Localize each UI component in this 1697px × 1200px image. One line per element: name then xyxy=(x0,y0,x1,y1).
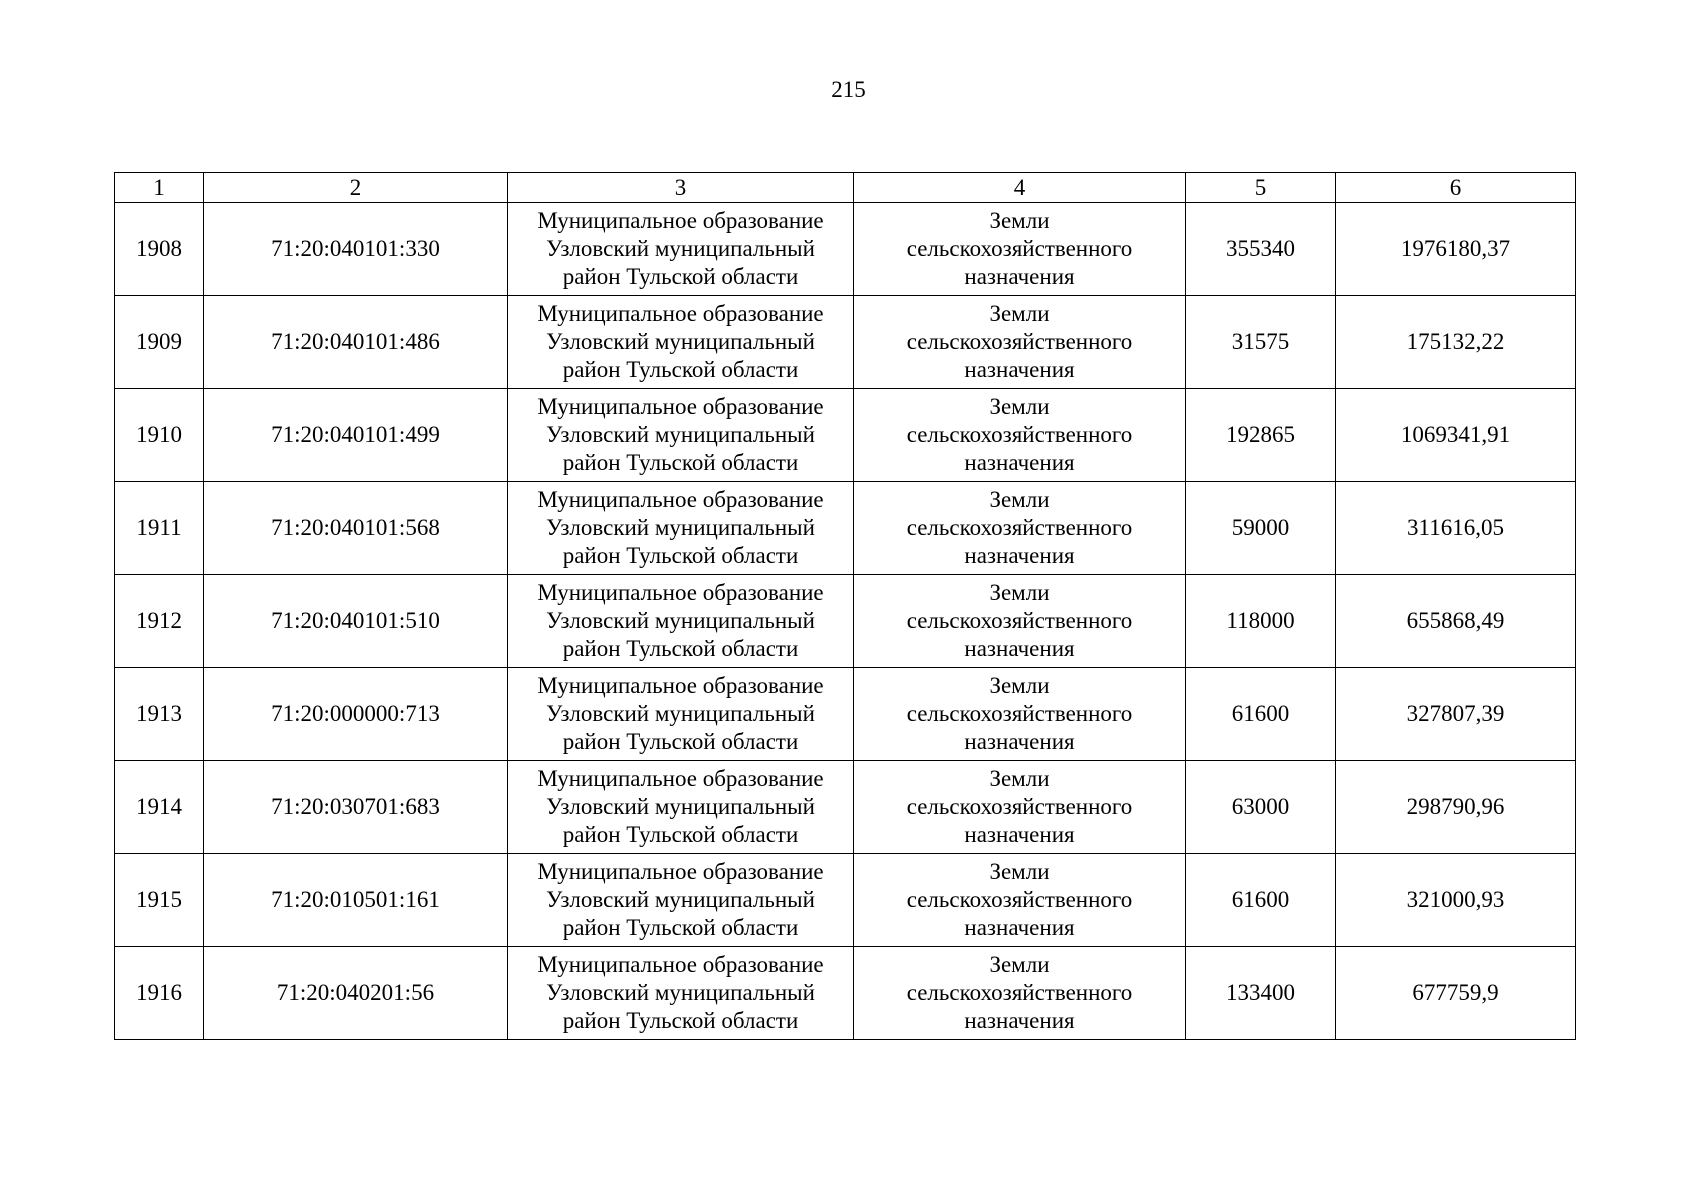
owner-line: район Тульской области xyxy=(562,264,799,289)
area-cell xyxy=(1186,761,1336,854)
cadastral-number: 71:20:010501:161 xyxy=(271,887,440,912)
land-category-line: сельскохозяйственного xyxy=(906,980,1133,1005)
column-header: 5 xyxy=(1186,173,1336,203)
cadastral-value: 327807,39 xyxy=(1406,701,1505,726)
table-row xyxy=(115,389,1576,482)
cadastral-number: 71:20:000000:713 xyxy=(271,701,440,726)
land-category-line: Земли xyxy=(989,859,1050,884)
cadastral-value: 677759,9 xyxy=(1412,980,1499,1005)
owner-line: Муниципальное образование xyxy=(537,487,824,512)
owner-cell xyxy=(508,854,854,947)
column-header: 3 xyxy=(508,173,854,203)
column-number-row xyxy=(115,173,1576,203)
cadastral-number-cell xyxy=(204,203,508,296)
table-body xyxy=(115,173,1576,1040)
owner-cell xyxy=(508,482,854,575)
land-category-line: сельскохозяйственного xyxy=(906,887,1133,912)
owner-cell xyxy=(508,296,854,389)
owner-line: Муниципальное образование xyxy=(537,208,824,233)
row-number: 1910 xyxy=(136,422,182,447)
area-value: 63000 xyxy=(1231,794,1290,819)
land-category-cell xyxy=(854,575,1186,668)
land-category-cell xyxy=(854,854,1186,947)
row-number: 1913 xyxy=(136,701,182,726)
land-category-line: Земли xyxy=(989,394,1050,419)
owner-line: район Тульской области xyxy=(562,543,799,568)
table-row xyxy=(115,854,1576,947)
area-cell xyxy=(1186,668,1336,761)
cadastral-number: 71:20:040101:568 xyxy=(271,515,440,540)
owner-cell xyxy=(508,761,854,854)
cadastral-number-cell xyxy=(204,482,508,575)
land-category-line: Земли xyxy=(989,673,1050,698)
row-number-cell xyxy=(115,761,204,854)
cadastral-number-cell xyxy=(204,854,508,947)
cadastral-value-cell xyxy=(1336,854,1576,947)
table-row xyxy=(115,482,1576,575)
cadastral-number: 71:20:040101:486 xyxy=(271,329,440,354)
cadastral-value: 311616,05 xyxy=(1407,515,1504,540)
cadastral-value: 175132,22 xyxy=(1406,329,1505,354)
owner-line: район Тульской области xyxy=(562,636,799,661)
owner-cell xyxy=(508,668,854,761)
land-category-line: сельскохозяйственного xyxy=(906,422,1133,447)
owner-cell xyxy=(508,389,854,482)
column-header: 4 xyxy=(854,173,1186,203)
land-category-line: назначения xyxy=(964,1008,1075,1033)
land-category-cell xyxy=(854,482,1186,575)
area-cell xyxy=(1186,203,1336,296)
cadastral-number-cell xyxy=(204,575,508,668)
land-category-line: Земли xyxy=(989,301,1050,326)
cadastral-number: 71:20:040201:56 xyxy=(276,980,435,1005)
area-value: 31575 xyxy=(1231,329,1290,354)
owner-line: район Тульской области xyxy=(562,450,799,475)
row-number-cell xyxy=(115,947,204,1040)
land-category-line: сельскохозяйственного xyxy=(906,794,1133,819)
row-number-cell xyxy=(115,389,204,482)
column-header: 2 xyxy=(204,173,508,203)
page-number: 215 xyxy=(831,77,866,102)
land-category-line: Земли xyxy=(989,952,1050,977)
owner-line: Муниципальное образование xyxy=(537,301,824,326)
row-number-cell xyxy=(115,203,204,296)
cadastral-value: 298790,96 xyxy=(1406,794,1505,819)
owner-line: Узловский муниципальный xyxy=(546,701,815,726)
land-category-line: сельскохозяйственного xyxy=(906,515,1133,540)
table-row xyxy=(115,947,1576,1040)
table-row xyxy=(115,668,1576,761)
row-number: 1911 xyxy=(136,515,182,540)
row-number-cell xyxy=(115,854,204,947)
owner-cell xyxy=(508,947,854,1040)
land-category-cell xyxy=(854,203,1186,296)
area-cell xyxy=(1186,575,1336,668)
land-category-line: назначения xyxy=(964,636,1075,661)
area-value: 61600 xyxy=(1231,701,1290,726)
owner-line: Узловский муниципальный xyxy=(546,887,815,912)
row-number: 1915 xyxy=(136,887,182,912)
owner-line: район Тульской области xyxy=(562,1008,799,1033)
owner-line: Узловский муниципальный xyxy=(546,608,815,633)
owner-line: район Тульской области xyxy=(562,822,799,847)
cadastral-number-cell xyxy=(204,389,508,482)
owner-line: Муниципальное образование xyxy=(537,580,824,605)
cadastral-value: 1069341,91 xyxy=(1400,422,1511,447)
land-category-line: Земли xyxy=(989,487,1050,512)
cadastral-value-cell xyxy=(1336,296,1576,389)
owner-line: район Тульской области xyxy=(562,729,799,754)
cadastral-number: 71:20:030701:683 xyxy=(271,794,440,819)
owner-line: Муниципальное образование xyxy=(537,673,824,698)
cadastral-number: 71:20:040101:499 xyxy=(271,422,440,447)
area-value: 118000 xyxy=(1226,608,1295,633)
land-category-line: сельскохозяйственного xyxy=(906,701,1133,726)
cadastral-value: 321000,93 xyxy=(1406,887,1505,912)
owner-line: Узловский муниципальный xyxy=(546,794,815,819)
table-row xyxy=(115,296,1576,389)
land-category-cell xyxy=(854,761,1186,854)
cadastral-value-cell xyxy=(1336,389,1576,482)
table-row xyxy=(115,203,1576,296)
area-cell xyxy=(1186,854,1336,947)
land-category-line: Земли xyxy=(989,208,1050,233)
row-number-cell xyxy=(115,482,204,575)
area-value: 133400 xyxy=(1226,980,1295,1005)
cadastral-value-cell xyxy=(1336,482,1576,575)
land-category-cell xyxy=(854,296,1186,389)
owner-line: Узловский муниципальный xyxy=(546,980,815,1005)
owner-line: район Тульской области xyxy=(562,915,799,940)
land-category-line: Земли xyxy=(989,766,1050,791)
row-number-cell xyxy=(115,668,204,761)
cadastral-value-cell xyxy=(1336,947,1576,1040)
row-number-cell xyxy=(115,296,204,389)
row-number: 1908 xyxy=(136,236,182,261)
cadastral-number: 71:20:040101:510 xyxy=(271,608,440,633)
cadastral-value-cell xyxy=(1336,668,1576,761)
land-category-line: назначения xyxy=(964,822,1075,847)
owner-line: Узловский муниципальный xyxy=(546,422,815,447)
owner-line: Узловский муниципальный xyxy=(546,236,815,261)
cadastral-number-cell xyxy=(204,947,508,1040)
owner-line: Муниципальное образование xyxy=(537,859,824,884)
owner-cell xyxy=(508,575,854,668)
land-category-line: сельскохозяйственного xyxy=(906,608,1133,633)
cadastral-value-cell xyxy=(1336,575,1576,668)
land-category-cell xyxy=(854,947,1186,1040)
cadastral-value-cell xyxy=(1336,203,1576,296)
area-cell xyxy=(1186,296,1336,389)
land-registry-table xyxy=(114,172,1576,1040)
row-number-cell xyxy=(115,575,204,668)
row-number: 1916 xyxy=(136,980,182,1005)
row-number: 1914 xyxy=(136,794,182,819)
area-value: 61600 xyxy=(1231,887,1290,912)
owner-line: Муниципальное образование xyxy=(537,952,824,977)
cadastral-value-cell xyxy=(1336,761,1576,854)
land-category-line: назначения xyxy=(964,264,1075,289)
owner-line: Узловский муниципальный xyxy=(546,329,815,354)
owner-line: район Тульской области xyxy=(562,357,799,382)
cadastral-value: 655868,49 xyxy=(1406,608,1505,633)
land-category-line: сельскохозяйственного xyxy=(906,329,1133,354)
land-category-line: сельскохозяйственного xyxy=(906,236,1133,261)
cadastral-number-cell xyxy=(204,668,508,761)
owner-line: Муниципальное образование xyxy=(537,766,824,791)
land-category-cell xyxy=(854,668,1186,761)
column-header: 1 xyxy=(115,173,204,203)
cadastral-number-cell xyxy=(204,761,508,854)
row-number: 1909 xyxy=(136,329,182,354)
cadastral-number: 71:20:040101:330 xyxy=(271,236,440,261)
area-value: 59000 xyxy=(1231,515,1290,540)
area-cell xyxy=(1186,947,1336,1040)
owner-line: Узловский муниципальный xyxy=(546,515,815,540)
land-category-line: назначения xyxy=(964,357,1075,382)
land-category-line: назначения xyxy=(964,450,1075,475)
land-category-cell xyxy=(854,389,1186,482)
cadastral-value: 1976180,37 xyxy=(1400,236,1511,261)
land-category-line: Земли xyxy=(989,580,1050,605)
owner-line: Муниципальное образование xyxy=(537,394,824,419)
area-value: 192865 xyxy=(1226,422,1295,447)
land-category-line: назначения xyxy=(964,915,1075,940)
area-value: 355340 xyxy=(1226,236,1295,261)
area-cell xyxy=(1186,389,1336,482)
land-category-line: назначения xyxy=(964,729,1075,754)
row-number: 1912 xyxy=(136,608,182,633)
land-category-line: назначения xyxy=(964,543,1075,568)
cadastral-number-cell xyxy=(204,296,508,389)
table-row xyxy=(115,761,1576,854)
area-cell xyxy=(1186,482,1336,575)
column-header: 6 xyxy=(1336,173,1576,203)
owner-cell xyxy=(508,203,854,296)
table-row xyxy=(115,575,1576,668)
